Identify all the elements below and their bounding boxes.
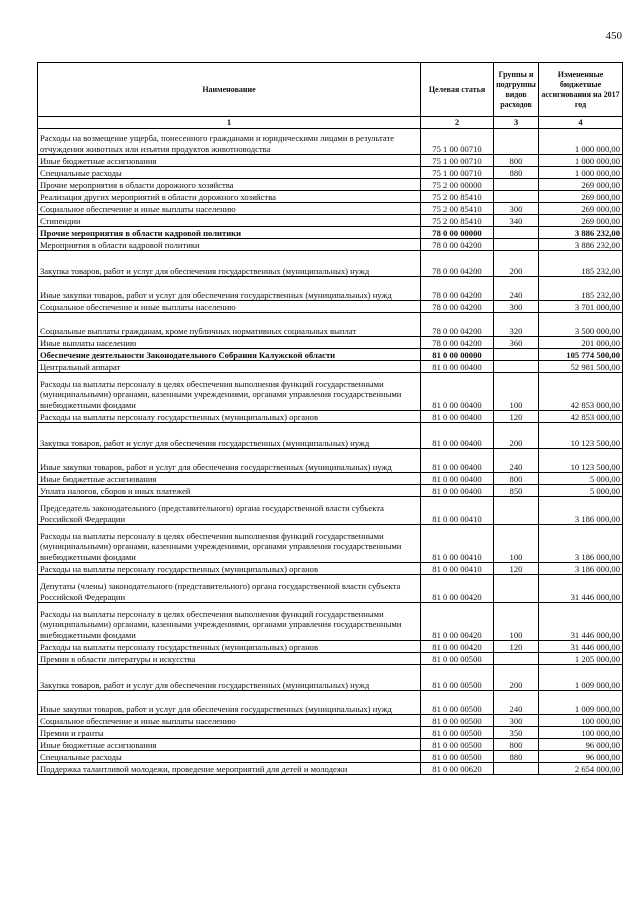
row-name: Закупка товаров, работ и услуг для обеспечения государственных (муниципальных) нужд <box>38 423 421 449</box>
row-name: Председатель законодательного (представительного) органа государственной власти субъекта Российской Федерации <box>38 497 421 525</box>
row-article-code: 81 0 00 00400 <box>421 449 494 473</box>
row-name: Закупка товаров, работ и услуг для обеспечения государственных (муниципальных) нужд <box>38 251 421 277</box>
row-group-code: 340 <box>494 215 539 227</box>
table-row <box>38 251 623 277</box>
row-article-code: 78 0 00 04200 <box>421 251 494 277</box>
row-name: Иные закупки товаров, работ и услуг для обеспечения государственных (муниципальных) нужд <box>38 277 421 301</box>
table-row <box>38 349 623 361</box>
row-amount: 3 701 000,00 <box>539 301 623 313</box>
row-article-code: 78 0 00 04200 <box>421 239 494 251</box>
row-group-code: 800 <box>494 739 539 751</box>
row-amount: 2 654 000,00 <box>539 763 623 775</box>
row-amount: 185 232,00 <box>539 277 623 301</box>
row-amount: 269 000,00 <box>539 179 623 191</box>
table-row <box>38 167 623 179</box>
header-name: Наименование <box>38 63 421 117</box>
header-article: Целевая статья <box>421 63 494 117</box>
row-group-code: 100 <box>494 373 539 411</box>
row-amount: 3 186 000,00 <box>539 497 623 525</box>
row-group-code: 360 <box>494 337 539 349</box>
table-row <box>38 563 623 575</box>
row-name: Центральный аппарат <box>38 361 421 373</box>
row-amount: 52 981 500,00 <box>539 361 623 373</box>
row-article-code: 78 0 00 04200 <box>421 337 494 349</box>
row-group-code: 300 <box>494 301 539 313</box>
row-article-code: 81 0 00 00500 <box>421 665 494 691</box>
table-row <box>38 739 623 751</box>
row-name: Прочие мероприятия в области кадровой политики <box>38 227 421 239</box>
row-amount: 100 000,00 <box>539 727 623 739</box>
row-amount: 3 886 232,00 <box>539 239 623 251</box>
row-amount: 3 500 000,00 <box>539 313 623 337</box>
table-row <box>38 763 623 775</box>
row-name: Иные бюджетные ассигнования <box>38 473 421 485</box>
row-amount: 3 186 000,00 <box>539 525 623 563</box>
row-group-code: 240 <box>494 277 539 301</box>
row-name: Расходы на возмещение ущерба, понесенного гражданами и юридическими лицами в результате отчуждения животных или изъятия продуктов животноводства <box>38 129 421 155</box>
row-group-code <box>494 763 539 775</box>
row-amount: 31 446 000,00 <box>539 641 623 653</box>
row-article-code: 81 0 00 00620 <box>421 763 494 775</box>
row-group-code <box>494 239 539 251</box>
row-name: Иные бюджетные ассигнования <box>38 739 421 751</box>
row-name: Иные выплаты населению <box>38 337 421 349</box>
table-row <box>38 313 623 337</box>
row-group-code <box>494 129 539 155</box>
header-groups: Группы и подгруппы видов расходов <box>494 63 539 117</box>
row-article-code: 75 2 00 00000 <box>421 179 494 191</box>
table-row <box>38 203 623 215</box>
row-name: Расходы на выплаты персоналу в целях обеспечения выполнения функций государственными (муниципальными) органами, казенными учреждениями, органами управления государственными внебюджетными фондами <box>38 525 421 563</box>
row-group-code: 880 <box>494 751 539 763</box>
row-amount: 10 123 500,00 <box>539 423 623 449</box>
row-amount: 201 000,00 <box>539 337 623 349</box>
row-name: Обеспечение деятельности Законодательного Собрания Калужской области <box>38 349 421 361</box>
table-header-row <box>38 63 623 117</box>
row-group-code: 850 <box>494 485 539 497</box>
row-group-code: 120 <box>494 563 539 575</box>
table-row <box>38 497 623 525</box>
budget-table <box>37 62 623 775</box>
row-article-code: 81 0 00 00410 <box>421 563 494 575</box>
row-name: Расходы на выплаты персоналу государственных (муниципальных) органов <box>38 641 421 653</box>
table-row <box>38 665 623 691</box>
row-article-code: 81 0 00 00420 <box>421 603 494 641</box>
row-amount: 5 000,00 <box>539 485 623 497</box>
table-row <box>38 691 623 715</box>
row-group-code: 240 <box>494 449 539 473</box>
row-amount: 185 232,00 <box>539 251 623 277</box>
table-row <box>38 179 623 191</box>
row-name: Расходы на выплаты персоналу государственных (муниципальных) органов <box>38 411 421 423</box>
table-row <box>38 751 623 763</box>
row-article-code: 78 0 00 04200 <box>421 301 494 313</box>
row-name: Депутаты (члены) законодательного (представительного) органа государственной власти субъекта Российской Федерации <box>38 575 421 603</box>
row-amount: 31 446 000,00 <box>539 575 623 603</box>
row-group-code <box>494 191 539 203</box>
table-row <box>38 337 623 349</box>
row-amount: 269 000,00 <box>539 215 623 227</box>
row-group-code <box>494 361 539 373</box>
row-group-code: 800 <box>494 155 539 167</box>
row-amount: 1 009 000,00 <box>539 665 623 691</box>
row-name: Специальные расходы <box>38 751 421 763</box>
row-amount: 269 000,00 <box>539 203 623 215</box>
row-name: Премии и гранты <box>38 727 421 739</box>
row-article-code: 75 1 00 00710 <box>421 167 494 179</box>
row-amount: 31 446 000,00 <box>539 603 623 641</box>
row-name: Социальное обеспечение и иные выплаты населению <box>38 715 421 727</box>
column-index: 3 <box>494 117 539 129</box>
row-article-code: 81 0 00 00400 <box>421 473 494 485</box>
table-row <box>38 715 623 727</box>
row-group-code: 120 <box>494 641 539 653</box>
row-article-code: 75 2 00 85410 <box>421 215 494 227</box>
row-article-code: 81 0 00 00500 <box>421 691 494 715</box>
row-group-code: 200 <box>494 423 539 449</box>
header-amount: Измененные бюджетные ассигнования на 2017 год <box>539 63 623 117</box>
row-article-code: 81 0 00 00500 <box>421 739 494 751</box>
row-amount: 42 853 000,00 <box>539 373 623 411</box>
row-article-code: 81 0 00 00400 <box>421 485 494 497</box>
row-group-code: 200 <box>494 665 539 691</box>
row-group-code: 300 <box>494 715 539 727</box>
row-group-code <box>494 575 539 603</box>
table-row <box>38 373 623 411</box>
row-name: Расходы на выплаты персоналу государственных (муниципальных) органов <box>38 563 421 575</box>
row-article-code: 81 0 00 00500 <box>421 751 494 763</box>
table-row <box>38 155 623 167</box>
table-row <box>38 301 623 313</box>
row-name: Иные закупки товаров, работ и услуг для обеспечения государственных (муниципальных) нужд <box>38 691 421 715</box>
row-group-code: 120 <box>494 411 539 423</box>
table-row <box>38 191 623 203</box>
row-group-code: 100 <box>494 603 539 641</box>
row-article-code: 81 0 00 00000 <box>421 349 494 361</box>
row-group-code: 350 <box>494 727 539 739</box>
row-article-code: 81 0 00 00420 <box>421 575 494 603</box>
column-index: 4 <box>539 117 623 129</box>
table-row <box>38 653 623 665</box>
row-article-code: 81 0 00 00410 <box>421 497 494 525</box>
table-row <box>38 411 623 423</box>
table-row <box>38 239 623 251</box>
table-row <box>38 525 623 563</box>
table-row <box>38 423 623 449</box>
row-amount: 1 000 000,00 <box>539 167 623 179</box>
table-row <box>38 641 623 653</box>
row-article-code: 78 0 00 04200 <box>421 313 494 337</box>
column-index: 1 <box>38 117 421 129</box>
row-name: Специальные расходы <box>38 167 421 179</box>
row-group-code: 200 <box>494 251 539 277</box>
row-article-code: 81 0 00 00400 <box>421 361 494 373</box>
row-article-code: 75 2 00 85410 <box>421 203 494 215</box>
row-amount: 1 000 000,00 <box>539 129 623 155</box>
table-row <box>38 277 623 301</box>
row-article-code: 81 0 00 00400 <box>421 411 494 423</box>
row-name: Иные закупки товаров, работ и услуг для обеспечения государственных (муниципальных) нужд <box>38 449 421 473</box>
row-article-code: 81 0 00 00410 <box>421 525 494 563</box>
row-amount: 96 000,00 <box>539 739 623 751</box>
row-article-code: 81 0 00 00420 <box>421 641 494 653</box>
row-amount: 5 000,00 <box>539 473 623 485</box>
row-group-code <box>494 653 539 665</box>
row-amount: 42 853 000,00 <box>539 411 623 423</box>
row-article-code: 81 0 00 00400 <box>421 373 494 411</box>
row-group-code: 100 <box>494 525 539 563</box>
column-index-row <box>38 117 623 129</box>
row-name: Премии в области литературы и искусства <box>38 653 421 665</box>
row-group-code: 800 <box>494 473 539 485</box>
row-article-code: 78 0 00 04200 <box>421 277 494 301</box>
page-number: 450 <box>605 30 622 42</box>
row-amount: 96 000,00 <box>539 751 623 763</box>
row-name: Уплата налогов, сборов и иных платежей <box>38 485 421 497</box>
table-row <box>38 129 623 155</box>
row-group-code: 300 <box>494 203 539 215</box>
row-name: Социальное обеспечение и иные выплаты населению <box>38 203 421 215</box>
row-group-code <box>494 497 539 525</box>
row-group-code: 320 <box>494 313 539 337</box>
row-article-code: 75 2 00 85410 <box>421 191 494 203</box>
row-amount: 1 000 000,00 <box>539 155 623 167</box>
row-article-code: 81 0 00 00500 <box>421 653 494 665</box>
table-row <box>38 473 623 485</box>
row-amount: 269 000,00 <box>539 191 623 203</box>
table-row <box>38 485 623 497</box>
row-name: Прочие мероприятия в области дорожного хозяйства <box>38 179 421 191</box>
row-name: Поддержка талантливой молодежи, проведение мероприятий для детей и молодежи <box>38 763 421 775</box>
row-name: Закупка товаров, работ и услуг для обеспечения государственных (муниципальных) нужд <box>38 665 421 691</box>
row-article-code: 75 1 00 00710 <box>421 129 494 155</box>
table-row <box>38 449 623 473</box>
row-amount: 3 886 232,00 <box>539 227 623 239</box>
row-amount: 105 774 500,00 <box>539 349 623 361</box>
row-article-code: 75 1 00 00710 <box>421 155 494 167</box>
row-name: Реализация других мероприятий в области дорожного хозяйства <box>38 191 421 203</box>
row-amount: 1 009 000,00 <box>539 691 623 715</box>
table-row <box>38 361 623 373</box>
row-amount: 10 123 500,00 <box>539 449 623 473</box>
row-group-code <box>494 349 539 361</box>
row-amount: 1 205 000,00 <box>539 653 623 665</box>
row-name: Иные бюджетные ассигнования <box>38 155 421 167</box>
row-name: Социальное обеспечение и иные выплаты населению <box>38 301 421 313</box>
row-name: Расходы на выплаты персоналу в целях обеспечения выполнения функций государственными (муниципальными) органами, казенными учреждениями, органами управления государственными внебюджетными фондами <box>38 373 421 411</box>
table-row <box>38 727 623 739</box>
row-group-code <box>494 227 539 239</box>
row-name: Социальные выплаты гражданам, кроме публичных нормативных социальных выплат <box>38 313 421 337</box>
row-article-code: 81 0 00 00500 <box>421 715 494 727</box>
table-row <box>38 227 623 239</box>
row-group-code: 880 <box>494 167 539 179</box>
table-row <box>38 603 623 641</box>
table-body <box>38 129 623 775</box>
row-article-code: 78 0 00 00000 <box>421 227 494 239</box>
row-amount: 100 000,00 <box>539 715 623 727</box>
row-group-code <box>494 179 539 191</box>
row-name: Расходы на выплаты персоналу в целях обеспечения выполнения функций государственными (муниципальными) органами, казенными учреждениями, органами управления государственными внебюджетными фондами <box>38 603 421 641</box>
row-article-code: 81 0 00 00400 <box>421 423 494 449</box>
table-row <box>38 575 623 603</box>
table-row <box>38 215 623 227</box>
row-name: Мероприятия в области кадровой политики <box>38 239 421 251</box>
row-name: Стипендии <box>38 215 421 227</box>
row-group-code: 240 <box>494 691 539 715</box>
row-article-code: 81 0 00 00500 <box>421 727 494 739</box>
column-index: 2 <box>421 117 494 129</box>
row-amount: 3 186 000,00 <box>539 563 623 575</box>
